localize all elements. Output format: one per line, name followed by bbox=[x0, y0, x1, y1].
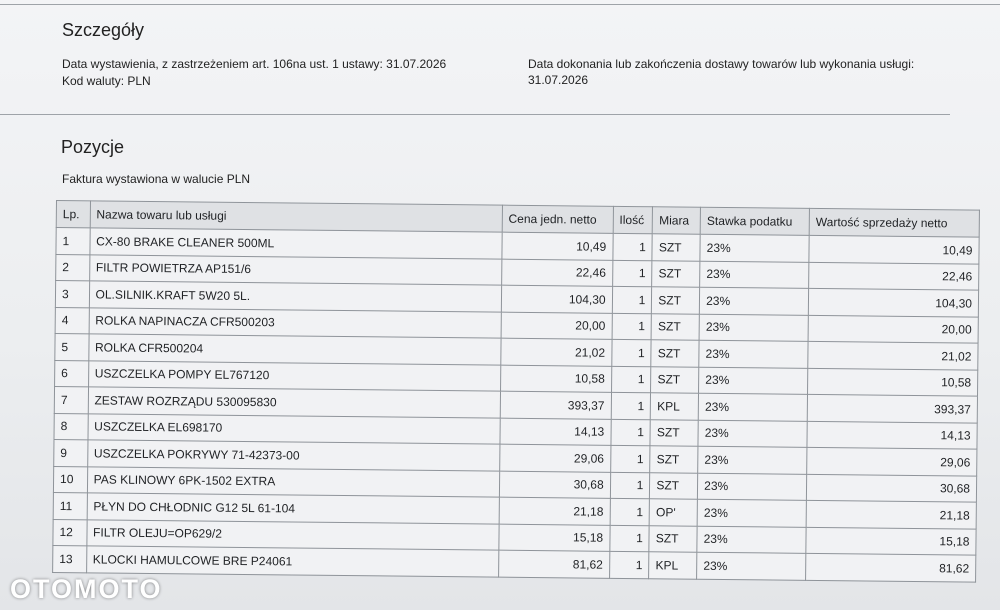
cell-unit: OP' bbox=[649, 499, 697, 526]
cell-lp: 6 bbox=[55, 360, 89, 387]
cell-value: 14,13 bbox=[807, 421, 977, 449]
cell-price: 22,46 bbox=[501, 259, 612, 287]
col-price: Cena jedn. netto bbox=[502, 205, 613, 233]
cell-vat: 23% bbox=[699, 367, 808, 395]
positions-title: Pozycje bbox=[61, 137, 125, 157]
cell-unit: SZT bbox=[650, 419, 698, 446]
cell-unit: SZT bbox=[649, 525, 697, 552]
cell-name: CX-80 BRAKE CLEANER 500ML bbox=[90, 228, 502, 259]
cell-value: 10,49 bbox=[809, 235, 979, 263]
cell-name: USZCZELKA EL698170 bbox=[88, 413, 500, 444]
cell-qty: 1 bbox=[611, 366, 651, 393]
cell-value: 15,18 bbox=[806, 527, 976, 555]
col-vat: Stawka podatku bbox=[700, 207, 809, 235]
cell-value: 10,58 bbox=[808, 368, 978, 396]
cell-qty: 1 bbox=[612, 286, 652, 313]
col-lp: Lp. bbox=[56, 201, 90, 228]
cell-lp: 3 bbox=[55, 281, 89, 308]
cell-lp: 8 bbox=[54, 413, 88, 440]
cell-qty: 1 bbox=[610, 472, 650, 499]
cell-unit: KPL bbox=[651, 393, 699, 420]
cell-value: 21,18 bbox=[806, 500, 976, 528]
cell-price: 393,37 bbox=[500, 391, 611, 419]
issue-date-text: Data wystawienia, z zastrzeżeniem art. 106na ust. 1 ustawy: 31.07.2026 bbox=[62, 57, 447, 71]
cell-name: KLOCKI HAMULCOWE BRE P24061 bbox=[86, 546, 498, 577]
cell-price: 14,13 bbox=[500, 418, 611, 446]
cell-lp: 13 bbox=[53, 545, 87, 572]
cell-price: 29,06 bbox=[499, 444, 610, 472]
cell-value: 81,62 bbox=[806, 553, 976, 581]
col-qty: Ilość bbox=[613, 206, 653, 233]
cell-price: 81,62 bbox=[498, 550, 609, 578]
cell-price: 104,30 bbox=[501, 285, 612, 313]
cell-unit: KPL bbox=[649, 552, 697, 579]
cell-value: 30,68 bbox=[806, 474, 976, 502]
section-divider bbox=[0, 114, 950, 115]
cell-qty: 1 bbox=[611, 419, 651, 446]
cell-lp: 1 bbox=[56, 228, 90, 255]
cell-qty: 1 bbox=[611, 339, 651, 366]
cell-price: 21,18 bbox=[499, 497, 610, 525]
cell-unit: SZT bbox=[652, 260, 700, 287]
cell-unit: SZT bbox=[650, 472, 698, 499]
cell-unit: SZT bbox=[650, 446, 698, 473]
cell-vat: 23% bbox=[699, 340, 808, 368]
cell-price: 10,49 bbox=[502, 232, 613, 260]
cell-name: ROLKA NAPINACZA CFR500203 bbox=[89, 307, 501, 338]
cell-price: 21,02 bbox=[501, 338, 612, 366]
cell-qty: 1 bbox=[610, 498, 650, 525]
cell-qty: 1 bbox=[609, 525, 649, 552]
cell-unit: SZT bbox=[651, 340, 699, 367]
cell-price: 10,58 bbox=[500, 365, 611, 393]
cell-vat: 23% bbox=[700, 261, 809, 289]
cell-price: 20,00 bbox=[501, 312, 612, 340]
cell-value: 20,00 bbox=[808, 315, 978, 343]
cell-vat: 23% bbox=[700, 234, 809, 262]
cell-vat: 23% bbox=[697, 526, 806, 554]
cell-lp: 11 bbox=[53, 492, 87, 519]
cell-qty: 1 bbox=[609, 551, 649, 578]
cell-vat: 23% bbox=[698, 473, 807, 501]
col-unit: Miara bbox=[653, 207, 701, 234]
cell-value: 21,02 bbox=[808, 341, 978, 369]
cell-lp: 10 bbox=[53, 466, 87, 493]
cell-name: USZCZELKA POKRYWY 71-42373-00 bbox=[87, 440, 499, 471]
cell-qty: 1 bbox=[612, 260, 652, 287]
delivery-label: Data dokonania lub zakończenia dostawy towarów lub wykonania usługi: bbox=[528, 57, 915, 71]
cell-name: USZCZELKA POMPY EL767120 bbox=[88, 360, 500, 391]
cell-qty: 1 bbox=[613, 233, 653, 260]
cell-name: ROLKA CFR500204 bbox=[88, 334, 500, 365]
cell-vat: 23% bbox=[698, 393, 807, 421]
details-title: Szczegóły bbox=[62, 20, 145, 40]
cell-name: OL.SILNIK.KRAFT 5W20 5L. bbox=[89, 281, 501, 312]
positions-subtitle: Faktura wystawiona w walucie PLN bbox=[62, 172, 251, 186]
cell-qty: 1 bbox=[610, 445, 650, 472]
cell-name: ZESTAW ROZRZĄDU 530095830 bbox=[88, 387, 500, 418]
cell-name: FILTR OLEJU=OP629/2 bbox=[86, 519, 498, 550]
cell-unit: SZT bbox=[651, 366, 699, 393]
col-name: Nazwa towaru lub usługi bbox=[90, 201, 502, 232]
delivery-date: 31.07.2026 bbox=[528, 73, 589, 87]
cell-name: PAS KLINOWY 6PK-1502 EXTRA bbox=[87, 466, 499, 497]
cell-lp: 9 bbox=[54, 439, 88, 466]
cell-vat: 23% bbox=[698, 420, 807, 448]
items-table bbox=[52, 200, 980, 582]
cell-qty: 1 bbox=[611, 392, 651, 419]
col-value: Wartość sprzedaży netto bbox=[809, 208, 979, 237]
cell-name: FILTR POWIETRZA AP151/6 bbox=[89, 254, 501, 285]
currency-text: Kod waluty: PLN bbox=[62, 74, 151, 88]
cell-vat: 23% bbox=[697, 552, 806, 580]
cell-lp: 7 bbox=[54, 386, 88, 413]
cell-value: 393,37 bbox=[807, 394, 977, 422]
items-table-body bbox=[53, 228, 980, 582]
cell-price: 30,68 bbox=[499, 471, 610, 499]
cell-lp: 2 bbox=[56, 254, 90, 281]
cell-vat: 23% bbox=[698, 446, 807, 474]
cell-unit: SZT bbox=[652, 234, 700, 261]
cell-unit: SZT bbox=[651, 313, 699, 340]
cell-price: 15,18 bbox=[499, 524, 610, 552]
cell-value: 104,30 bbox=[808, 288, 978, 316]
cell-name: PŁYN DO CHŁODNIC G12 5L 61-104 bbox=[87, 493, 499, 524]
top-divider bbox=[0, 4, 1000, 5]
cell-vat: 23% bbox=[699, 314, 808, 342]
otomoto-watermark: OTOMOTO bbox=[10, 574, 163, 604]
cell-unit: SZT bbox=[652, 287, 700, 314]
cell-lp: 12 bbox=[53, 519, 87, 546]
cell-qty: 1 bbox=[612, 313, 652, 340]
cell-value: 22,46 bbox=[809, 262, 979, 290]
cell-vat: 23% bbox=[700, 287, 809, 315]
cell-vat: 23% bbox=[697, 499, 806, 527]
cell-lp: 4 bbox=[55, 307, 89, 334]
cell-value: 29,06 bbox=[807, 447, 977, 475]
cell-lp: 5 bbox=[55, 333, 89, 360]
